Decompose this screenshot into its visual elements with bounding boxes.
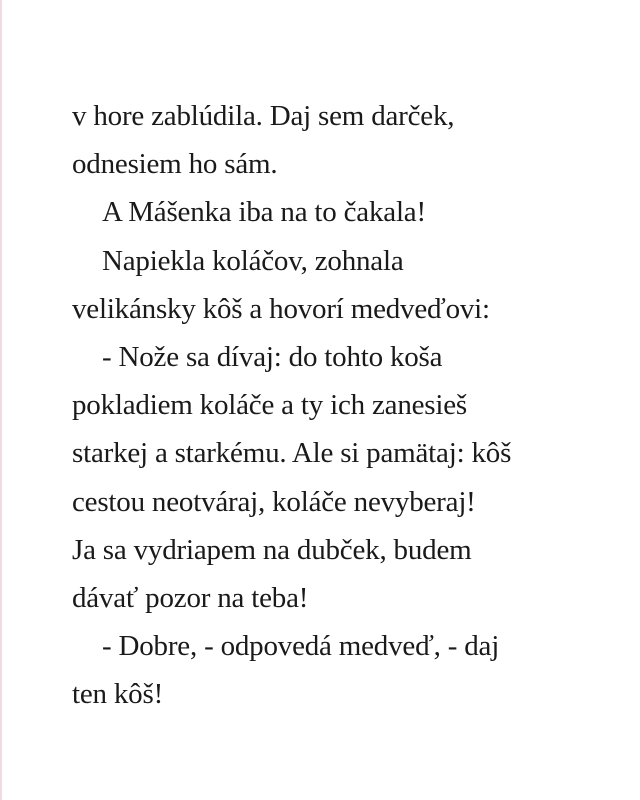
story-line: cestou neotváraj, koláče nevyberaj! <box>72 485 476 518</box>
story-line: - Dobre, - odpovedá medveď, - daj <box>102 630 500 663</box>
story-line: velikánsky kôš a hovorí medveďovi: <box>72 292 490 325</box>
story-line: Ja sa vydriapem na dubček, budem <box>72 533 472 566</box>
story-line: pokladiem koláče a ty ich zanesieš <box>72 389 468 422</box>
story-text <box>72 92 612 719</box>
story-line: ten kôš! <box>72 678 164 711</box>
story-line: starkej a starkému. Ale si pamätaj: kôš <box>72 437 512 470</box>
story-line: - Nože sa dívaj: do tohto koša <box>102 341 443 374</box>
story-line: A Mášenka iba na to čakala! <box>102 196 426 229</box>
story-line: odnesiem ho sám. <box>72 148 278 181</box>
story-line: Napiekla koláčov, zohnala <box>102 244 404 277</box>
story-line: dávať pozor na teba! <box>72 582 309 615</box>
story-line: v hore zablúdila. Daj sem darček, <box>72 100 455 132</box>
